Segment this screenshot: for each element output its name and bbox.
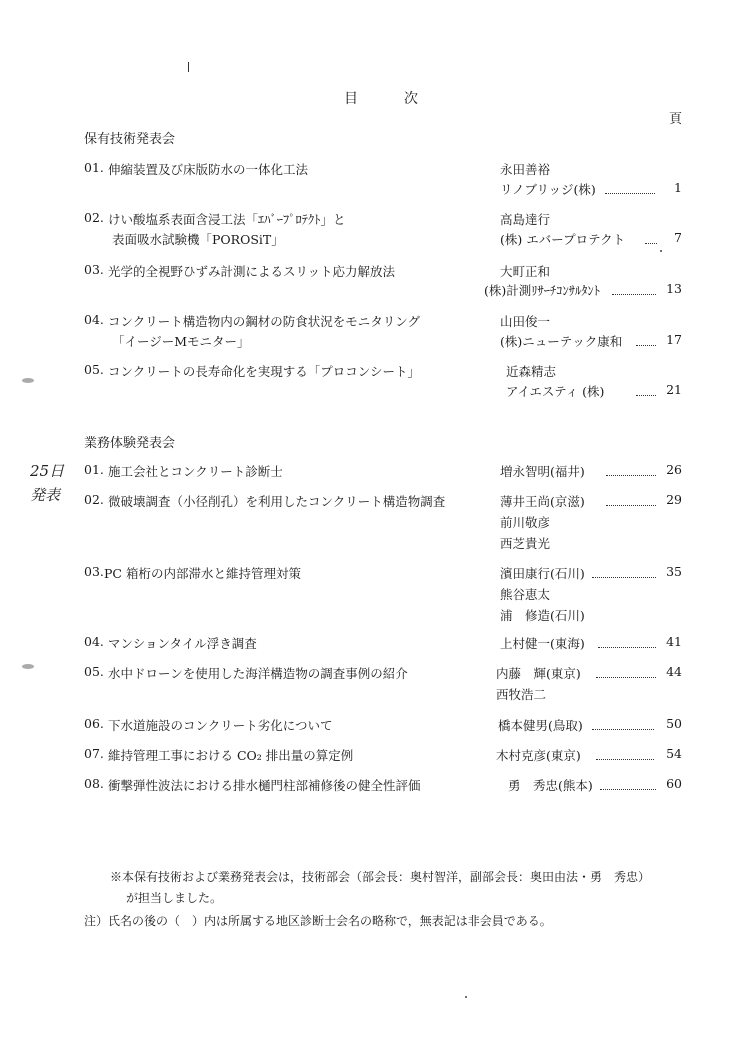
entry-title: 下水道施設のコンクリート劣化について [108,718,333,733]
entry-page: 44 [666,664,682,679]
leader-dots [606,504,656,506]
entry-author: 薄井王尚(京滋) [500,494,585,509]
entry-number: 03. [84,564,104,579]
entry-page: 50 [666,716,682,731]
leader-dots [612,293,656,295]
handwritten-note: 発表 [30,486,61,504]
page-title: 目次 [344,91,464,107]
entry-affiliation: アイエスティ (株) [506,384,605,399]
entry-author: 前川敬彦 [500,515,551,530]
entry-author: 山田俊一 [500,314,551,329]
entry-number: 05. [84,362,104,377]
entry-author: 上村健一(東海) [500,636,585,651]
entry-page: 29 [666,492,682,507]
entry-number: 02. [84,492,104,507]
stray-mark [188,62,189,72]
entry-title-line2: 表面吸水試験機「POROSiT」 [112,232,284,247]
entry-author: 内藤 輝(東京) [496,666,581,681]
entry-number: 02. [84,210,104,225]
entry-number: 01. [84,160,104,175]
entry-author: 勇 秀忠(熊本) [508,778,593,793]
scan-speck [465,996,467,998]
entry-title: マンションタイル浮き調査 [108,636,257,651]
entry-title: 維持管理工事における CO₂ 排出量の算定例 [108,748,354,763]
entry-number: 04. [84,634,104,649]
leader-dots [645,242,657,244]
entry-title: 衝撃弾性波法における排水樋門柱部補修後の健全性評価 [108,778,421,793]
entry-title: 光学的全視野ひずみ計測によるスリット応力解放法 [108,264,396,279]
entry-author: 西牧浩二 [496,687,547,702]
entry-page: 54 [666,746,682,761]
section-heading: 業務体験発表会 [84,436,176,451]
entry-page: 21 [666,382,682,397]
entry-title: 微破壊調査（小径削孔）を利用したコンクリート構造物調査 [108,494,446,509]
leader-dots [592,576,656,578]
entry-page: 35 [666,564,682,579]
entry-number: 05. [84,664,104,679]
entry-affiliation: (株)計測ﾘｻｰﾁｺﾝｻﾙﾀﾝﾄ [484,283,601,298]
entry-author: 木村克彦(東京) [496,748,581,763]
entry-title: PC 箱桁の内部滞水と維持管理対策 [104,566,301,581]
leader-dots [600,788,656,790]
footnote: ※本保有技術および業務発表会は，技術部会（部会長：奥村智洋，副部会長：奥田由法・勇 秀忠） [110,870,651,884]
entry-affiliation: (株)ニューテック康和 [500,334,623,349]
entry-author: 浦 修造(石川) [500,608,585,623]
entry-title: 施工会社とコンクリート診断士 [108,464,283,479]
entry-page: 17 [666,332,682,347]
entry-title: コンクリート構造物内の鋼材の防食状況をモニタリング [108,314,421,329]
section-heading: 保有技術発表会 [84,132,176,147]
entry-page: 60 [666,776,682,791]
entry-title: 伸縮装置及び床版防水の一体化工法 [108,162,309,177]
entry-number: 03. [84,262,104,277]
entry-affiliation: リノブリッジ(株) [500,182,596,197]
entry-page: 1 [674,180,682,195]
entry-number: 08. [84,776,104,791]
leader-dots [636,394,656,396]
leader-dots [606,474,656,476]
entry-number: 01. [84,462,104,477]
scan-smudge [22,378,34,383]
entry-title: けい酸塩系表面含浸工法「ｴﾊﾞｰﾌﾟﾛﾃｸﾄ」と [108,212,346,227]
leader-dots [605,192,655,194]
leader-dots [596,676,656,678]
scan-speck [660,250,662,252]
entry-author: 熊谷恵太 [500,587,551,602]
leader-dots [592,728,654,730]
footnote-continued: が担当しました。 [126,891,223,905]
entry-title: コンクリートの長寿命化を実現する「プロコンシート」 [108,364,420,379]
entry-author: 増永智明(福井) [500,464,585,479]
entry-author: 橋本健男(鳥取) [498,718,583,733]
entry-author: 西芝貴光 [500,536,551,551]
footnote: 注）氏名の後の（ ）内は所属する地区診断士会名の略称で，無表記は非会員である。 [84,914,552,928]
handwritten-note: 25日 [30,462,65,480]
scan-smudge [22,664,34,669]
entry-author: 永田善裕 [500,162,551,177]
leader-dots [636,344,656,346]
entry-author: 近森精志 [506,364,557,379]
entry-page: 26 [666,462,682,477]
entry-page: 7 [674,230,682,245]
entry-author: 大町正和 [500,264,551,279]
entry-number: 04. [84,312,104,327]
entry-author: 高島達行 [500,212,551,227]
page-column-label: 頁 [669,112,683,127]
entry-author: 濱田康行(石川) [500,566,585,581]
entry-page: 13 [666,281,682,296]
entry-number: 07. [84,746,104,761]
leader-dots [596,758,654,760]
entry-title-line2: 「イージーMモニター」 [112,334,250,349]
entry-affiliation: (株) エバープロテクト [500,232,626,247]
leader-dots [598,646,656,648]
entry-page: 41 [666,634,682,649]
entry-title: 水中ドローンを使用した海洋構造物の調査事例の紹介 [108,666,408,681]
entry-number: 06. [84,716,104,731]
